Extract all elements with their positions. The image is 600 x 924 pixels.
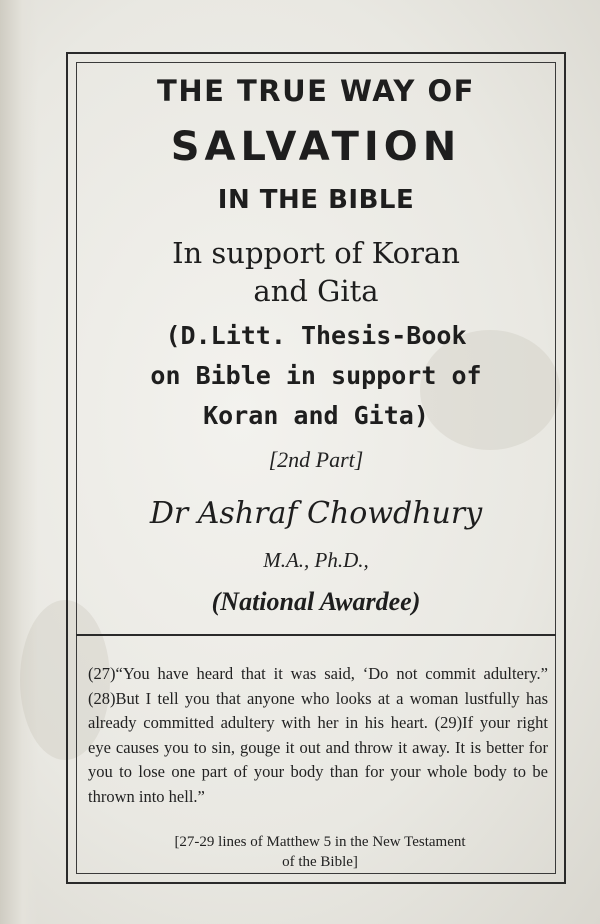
thesis-line-2: on Bible in support of [150, 361, 482, 390]
title-line-3: IN THE BIBLE [217, 185, 415, 215]
subtitle-line-2: and Gita [253, 274, 379, 308]
quote-reference-line-1: [27-29 lines of Matthew 5 in the New Testament [174, 834, 466, 850]
title-line-2: SALVATION [170, 124, 462, 170]
thesis-description [80, 316, 552, 436]
author-name: Dr Ashraf Chowdhury [149, 496, 483, 531]
thesis-line-1: (D.Litt. Thesis-Book [165, 321, 467, 350]
thesis-line-3: Koran and Gita) [203, 401, 429, 430]
quote-reference-line-2: of the Bible] [282, 854, 358, 870]
author-award: (National Awardee) [211, 587, 421, 616]
bible-quote: (27)“You have heard that it was said, ‘Do not commit adultery.” (28)But I tell you that anyone who looks at a woman lustfully has already committed adultery with her in his heart. (29)If your right eye causes you to sin, gouge it out and throw it away. It is better for you to lose one part of your body than for your whole body to be thrown into hell.” [88, 664, 548, 806]
quote-reference [110, 832, 530, 872]
part-label: [2nd Part] [268, 447, 364, 472]
spine-shadow [0, 0, 38, 924]
author-degrees: M.A., Ph.D., [263, 548, 369, 572]
title-line-1: THE TRUE WAY OF [157, 74, 475, 108]
subtitle-line-1: In support of Koran [172, 236, 460, 270]
subtitle [80, 234, 552, 310]
